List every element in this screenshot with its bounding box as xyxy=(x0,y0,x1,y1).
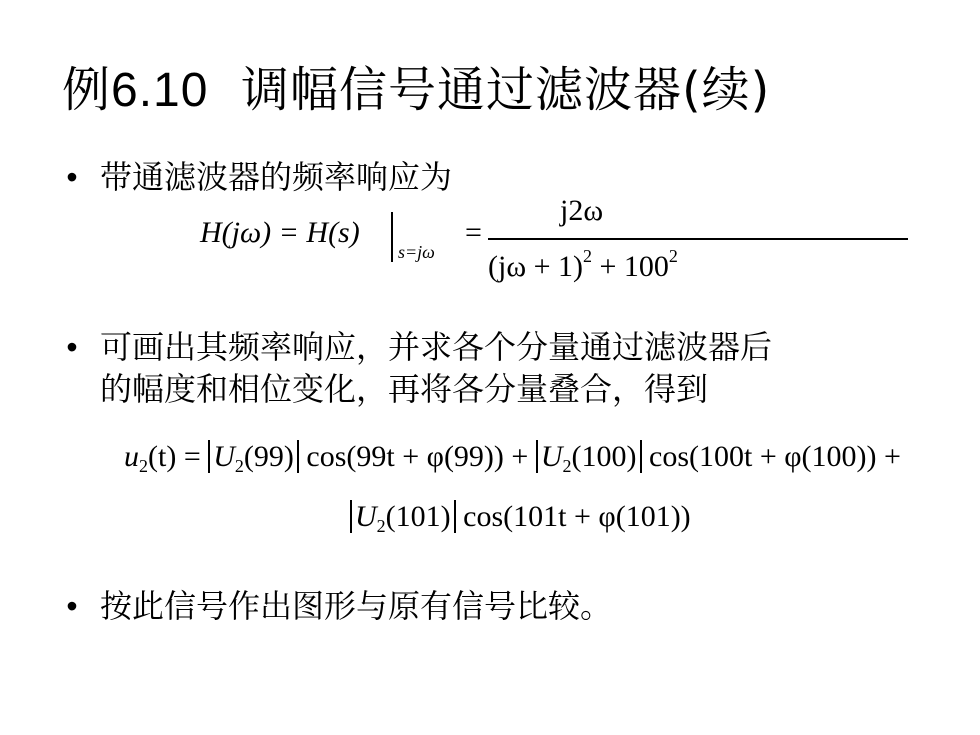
eq2-term3-mag xyxy=(350,500,456,536)
eq1-evaluation-bar xyxy=(391,212,393,262)
eq2-u-sub: 2 xyxy=(139,456,148,476)
bullet-1-text: 带通滤波器的频率响应为 xyxy=(100,158,453,196)
eq2-term3-U: U xyxy=(355,500,377,533)
eq2-term1-U: U xyxy=(213,440,235,473)
eq1-den-plus: + 100 xyxy=(591,250,669,283)
title-prefix: 例 xyxy=(62,62,112,118)
eq1-lhs: H(jω) = H(s) xyxy=(200,216,360,249)
eq1-equals: = xyxy=(465,216,482,249)
bullet-3-text: 按此信号作出图形与原有信号比较。 xyxy=(100,587,613,625)
eq2-term2-mag xyxy=(536,440,642,476)
equation-output-signal xyxy=(124,440,924,560)
eq1-numerator: j2ω xyxy=(560,194,604,227)
eq1-den-base: (jω + 1) xyxy=(488,250,583,283)
eq2-term2-U: U xyxy=(540,440,563,473)
bullet-marker: • xyxy=(66,329,78,365)
eq2-term3-sub: 2 xyxy=(376,516,386,536)
eq2-u-arg: (t) = xyxy=(148,440,209,473)
eq2-term1-sub: 2 xyxy=(234,456,244,476)
eq2-line-2 xyxy=(350,500,691,537)
eq2-term3-arg: (101) xyxy=(385,500,451,533)
eq1-den-exp2: 2 xyxy=(668,246,678,266)
title-number: 6.10 xyxy=(111,64,209,117)
bullet-2-line-1: 可画出其频率响应，并求各个分量通过滤波器后 xyxy=(100,328,773,366)
eq2-term2-cos: cos(100t + φ(100)) + xyxy=(641,440,901,473)
eq2-term1-cos: cos(99t + φ(99)) + xyxy=(298,440,536,473)
eq2-term2-arg: (100) xyxy=(571,440,637,473)
eq2-u: u xyxy=(124,440,139,473)
bullet-marker: • xyxy=(66,159,78,195)
eq2-line-1 xyxy=(124,440,901,477)
title-text: 调幅信号通过滤波器(续) xyxy=(240,62,771,118)
eq1-denominator xyxy=(488,246,678,284)
eq1-condition: s=jω xyxy=(398,242,435,262)
eq2-term3-cos: cos(101t + φ(101)) xyxy=(455,500,691,533)
equation-frequency-response xyxy=(200,194,720,296)
eq1-fraction-line xyxy=(488,238,908,240)
slide-title xyxy=(62,58,942,123)
eq1-den-exp: 2 xyxy=(582,246,592,266)
bullet-2-text xyxy=(100,326,772,410)
eq2-term1-arg: (99) xyxy=(243,440,294,473)
eq2-term2-sub: 2 xyxy=(562,456,572,476)
eq2-term1-mag xyxy=(208,440,299,476)
bullet-marker: • xyxy=(66,588,78,624)
bullet-2-line-2: 的幅度和相位变化，再将各分量叠合，得到 xyxy=(100,370,709,408)
